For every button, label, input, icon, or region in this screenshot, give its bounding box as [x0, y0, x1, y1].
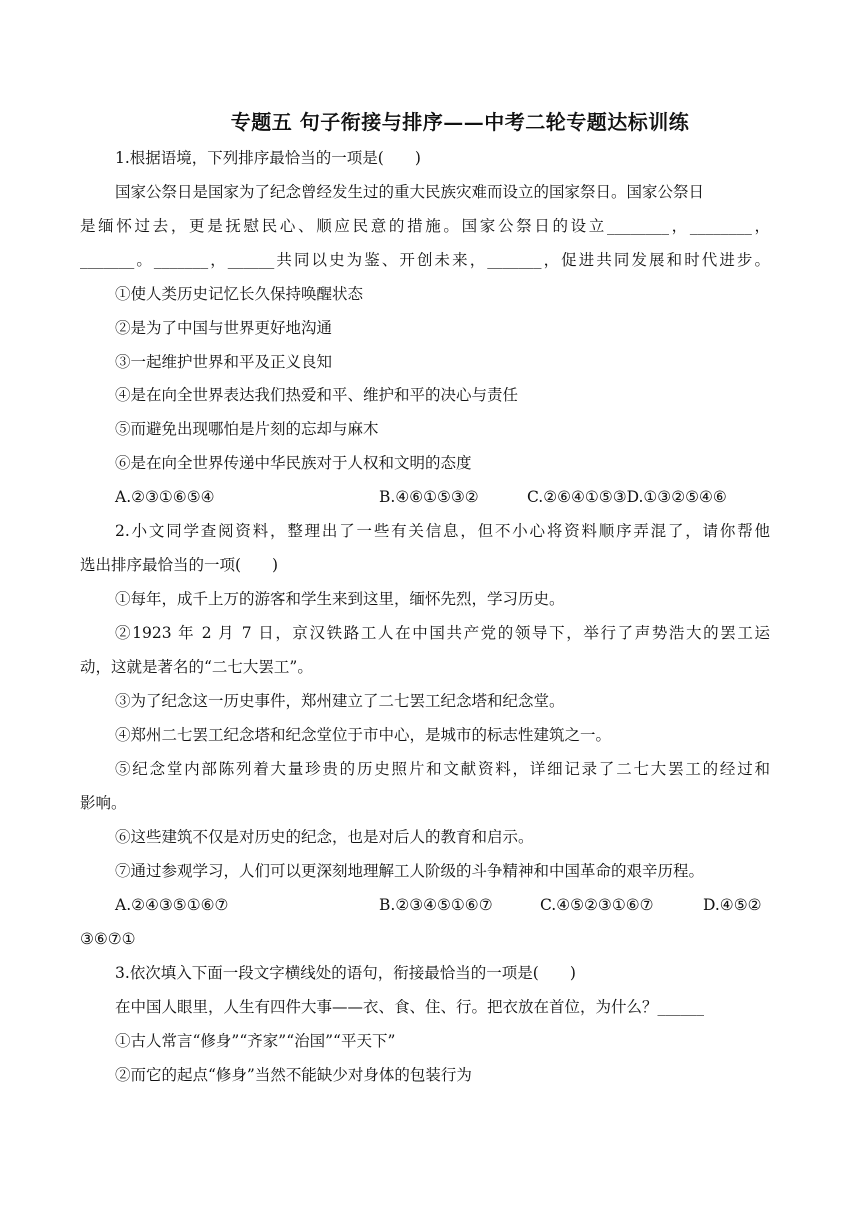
q2-item-6: ⑥这些建筑不仅是对历史的纪念，也是对后人的教育和启示。 — [115, 828, 534, 846]
q2-item-2-cont: 动，这就是著名的“二七大罢工”。 — [80, 658, 313, 676]
q1-passage-line-1: 国家公祭日是国家为了纪念曾经发生过的重大民族灾难而设立的国家祭日。国家公祭日 — [115, 183, 705, 201]
q3-stem: 3.依次填入下面一段文字横线处的语句，衔接最恰当的一项是( ) — [115, 964, 576, 982]
q2-item-2: ②1923 年 2 月 7 日，京汉铁路工人在中国共产党的领导下，举行了声势浩大的罢工运 — [115, 624, 770, 642]
q2-item-3: ③为了纪念这一历史事件，郑州建立了二七罢工纪念塔和纪念堂。 — [115, 692, 565, 710]
q1-item-1: ①使人类历史记忆长久保持唤醒状态 — [115, 285, 364, 303]
q2-item-5-cont: 影响。 — [80, 794, 127, 812]
q3-item-1: ①古人常言“修身”“齐家”“治国”“平天下” — [115, 1032, 396, 1050]
q2-option-d-cont: ③⑥⑦① — [80, 930, 136, 948]
q1-options-row — [0, 487, 860, 507]
q1-option-b: B.④⑥①⑤③② — [379, 488, 479, 506]
q2-item-5: ⑤纪念堂内部陈列着大量珍贵的历史照片和文献资料，详细记录了二七大罢工的经过和 — [115, 760, 770, 778]
q2-option-b: B.②③④⑤①⑥⑦ — [379, 896, 493, 914]
q1-item-3: ③一起维护世界和平及正义良知 — [115, 353, 333, 371]
q1-passage-line-2: 是缅怀过去，更是抚慰民心、顺应民意的措施。国家公祭日的设立________，________， — [80, 217, 770, 235]
q1-passage-line-3: _______。_______，______共同以史为鉴、开创未来，_______，促进共同发展和时代进步。 — [80, 251, 770, 269]
q2-item-4: ④郑州二七罢工纪念塔和纪念堂位于市中心，是城市的标志性建筑之一。 — [115, 726, 612, 744]
q2-option-a: A.②④③⑤①⑥⑦ — [115, 896, 229, 914]
q2-option-d: D.④⑤② — [703, 896, 762, 914]
q2-item-7: ⑦通过参观学习，人们可以更深刻地理解工人阶级的斗争精神和中国革命的艰辛历程。 — [115, 862, 705, 880]
q3-passage: 在中国人眼里，人生有四件大事——衣、食、住、行。把衣放在首位，为什么？______ — [115, 998, 705, 1016]
q3-item-2: ②而它的起点“修身”当然不能缺少对身体的包装行为 — [115, 1066, 472, 1084]
q1-option-a: A.②③①⑥⑤④ — [115, 488, 215, 506]
q2-option-c: C.④⑤②③①⑥⑦ — [540, 896, 654, 914]
q1-option-cd: C.②⑥④①⑤③D.①③②⑤④⑥ — [527, 488, 727, 506]
q1-item-2: ②是为了中国与世界更好地沟通 — [115, 319, 333, 337]
q1-item-5: ⑤而避免出现哪怕是片刻的忘却与麻木 — [115, 420, 379, 438]
q1-item-6: ⑥是在向全世界传递中华民族对于人权和文明的态度 — [115, 454, 472, 472]
q2-stem-line-2: 选出排序最恰当的一项( ) — [80, 556, 279, 574]
q2-item-1: ①每年，成千上万的游客和学生来到这里，缅怀先烈，学习历史。 — [115, 590, 565, 608]
q1-item-4: ④是在向全世界表达我们热爱和平、维护和平的决心与责任 — [115, 386, 519, 404]
q2-stem-line-1: 2.小文同学查阅资料，整理出了一些有关信息，但不小心将资料顺序弄混了，请你帮他 — [115, 522, 770, 540]
document-title: 专题五 句子衔接与排序——中考二轮专题达标训练 — [230, 110, 690, 134]
q1-stem: 1.根据语境，下列排序最恰当的一项是( ) — [115, 149, 421, 167]
q2-options-row — [0, 895, 860, 915]
